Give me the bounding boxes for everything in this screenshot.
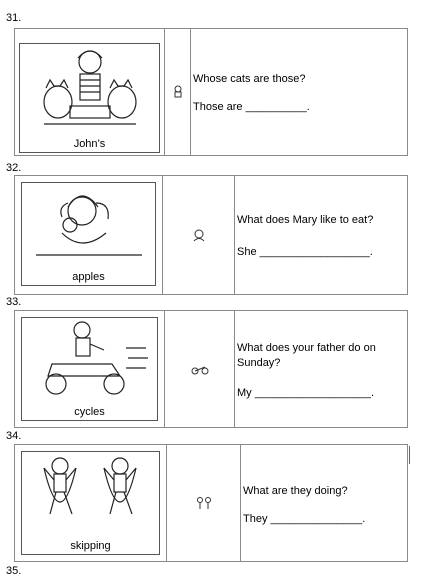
question-cell — [235, 311, 407, 427]
question-number: 33. — [6, 296, 22, 308]
question-text: What does your father do on Sunday? — [237, 342, 376, 369]
picture-caption: apples — [72, 271, 105, 283]
quad-bike-icon — [22, 318, 158, 400]
answer-blank[interactable]: Those are __________. — [193, 101, 310, 113]
answer-blank[interactable]: They _______________. — [243, 513, 366, 525]
question-number: 31. — [6, 12, 22, 24]
question-number: 32. — [6, 162, 22, 174]
picture-frame — [21, 317, 158, 421]
question-text: What does Mary like to eat? — [237, 214, 374, 226]
picture-caption: cycles — [74, 406, 105, 418]
thumbnail-cell — [165, 29, 191, 155]
picture-frame — [19, 43, 160, 153]
picture-caption: skipping — [70, 540, 111, 552]
question-row-32 — [14, 175, 408, 295]
thumbnail-cell — [167, 445, 241, 561]
picture-cell — [15, 29, 165, 155]
picture-cell — [15, 311, 165, 427]
picture-frame — [21, 182, 156, 286]
question-cell — [191, 29, 407, 155]
question-text: Whose cats are those? — [193, 73, 306, 85]
question-cell — [235, 176, 407, 294]
children-thumbnail-icon — [195, 496, 213, 510]
question-row-33 — [14, 310, 408, 428]
margin-tick — [409, 446, 410, 464]
question-row-31 — [14, 28, 408, 156]
question-row-34 — [14, 444, 408, 562]
children-skipping-icon — [22, 452, 160, 534]
bike-thumbnail-icon — [191, 363, 209, 375]
picture-frame — [21, 451, 160, 555]
picture-cell — [15, 445, 167, 561]
thumbnail-cell — [163, 176, 235, 294]
question-number: 34. — [6, 430, 22, 442]
boy-thumbnail-icon — [171, 85, 185, 99]
question-text: What are they doing? — [243, 485, 348, 497]
question-cell — [241, 445, 407, 561]
answer-blank[interactable]: She __________________. — [237, 246, 373, 258]
picture-cell — [15, 176, 163, 294]
girl-thumbnail-icon — [191, 228, 207, 242]
picture-caption: John’s — [73, 138, 106, 150]
thumbnail-cell — [165, 311, 235, 427]
question-number: 35. — [6, 565, 22, 577]
answer-blank[interactable]: My ___________________. — [237, 387, 375, 399]
girl-eating-icon — [22, 183, 156, 265]
boy-with-cats-icon — [20, 44, 160, 139]
